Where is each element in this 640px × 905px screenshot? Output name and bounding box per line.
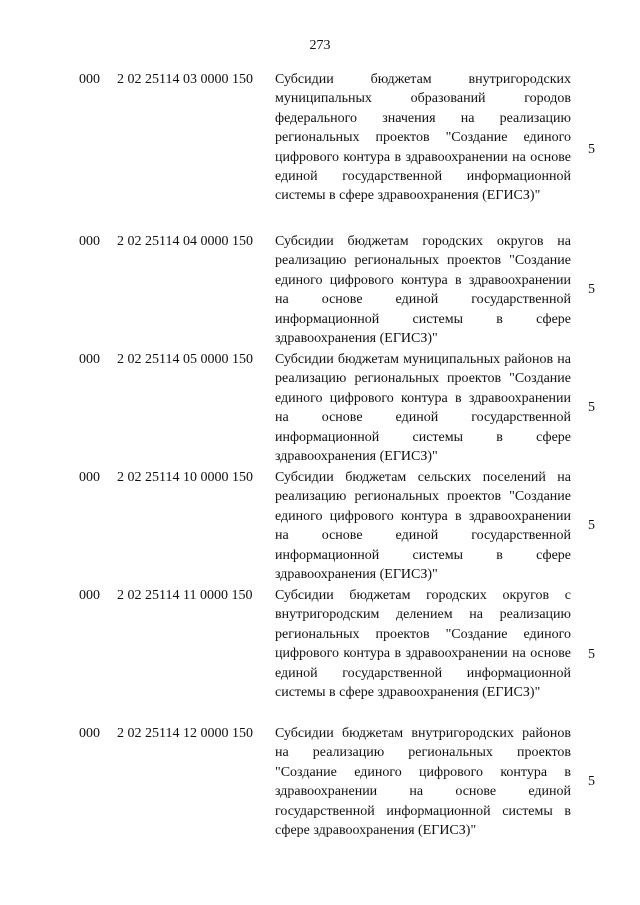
row-description: Субсидии бюджетам сельских поселений на реализацию региональных проектов "Создание единого цифрового контура в здравоохранении на основе единой государственной информационной системы в сфере здравоохранения (ЕГИСЗ)": [275, 470, 571, 583]
admin-code: 000: [79, 234, 100, 249]
row-amount: 5: [588, 282, 595, 297]
row-amount: 5: [588, 647, 595, 662]
page-number: 273: [309, 38, 331, 53]
row-description: Субсидии бюджетам внутригородских районов на реализацию региональных проектов "Создание единого цифрового контура в здравоохранении на основе единой государственной информационной системы в сфере здравоохранения (ЕГИСЗ)": [275, 726, 571, 839]
admin-code: 000: [79, 726, 100, 741]
budget-code: 2 02 25114 03 0000 150: [117, 72, 253, 87]
row-amount: 5: [588, 518, 595, 533]
row-amount: 5: [588, 142, 595, 157]
budget-code: 2 02 25114 10 0000 150: [117, 470, 253, 485]
admin-code: 000: [79, 588, 100, 603]
row-description: Субсидии бюджетам городских округов с внутригородским делением на реализацию региональных проектов "Создание единого цифрового контура в здравоохранении на основе единой государственной информационной системы в сфере здравоохранения (ЕГИСЗ)": [275, 588, 571, 701]
row-amount: 5: [588, 400, 595, 415]
row-description: Субсидии бюджетам внутригородских муниципальных образований городов федерального значения на реализацию региональных проектов "Создание единого цифрового контура в здравоохранении на основе единой государственной информационной системы в сфере здравоохранения (ЕГИСЗ)": [275, 72, 571, 204]
row-description: Субсидии бюджетам городских округов на реализацию региональных проектов "Создание единого цифрового контура в здравоохранении на основе единой государственной информационной системы в сфере здравоохранения (ЕГИСЗ)": [275, 234, 571, 347]
budget-code: 2 02 25114 05 0000 150: [117, 352, 253, 367]
budget-code: 2 02 25114 11 0000 150: [117, 588, 253, 603]
row-description: Субсидии бюджетам муниципальных районов на реализацию региональных проектов "Создание единого цифрового контура в здравоохранении на основе единой государственной информационной системы в сфере здравоохранения (ЕГИСЗ)": [275, 352, 571, 465]
budget-code: 2 02 25114 12 0000 150: [117, 726, 253, 741]
row-amount: 5: [588, 774, 595, 789]
admin-code: 000: [79, 72, 100, 87]
budget-code: 2 02 25114 04 0000 150: [117, 234, 253, 249]
admin-code: 000: [79, 352, 100, 367]
admin-code: 000: [79, 470, 100, 485]
